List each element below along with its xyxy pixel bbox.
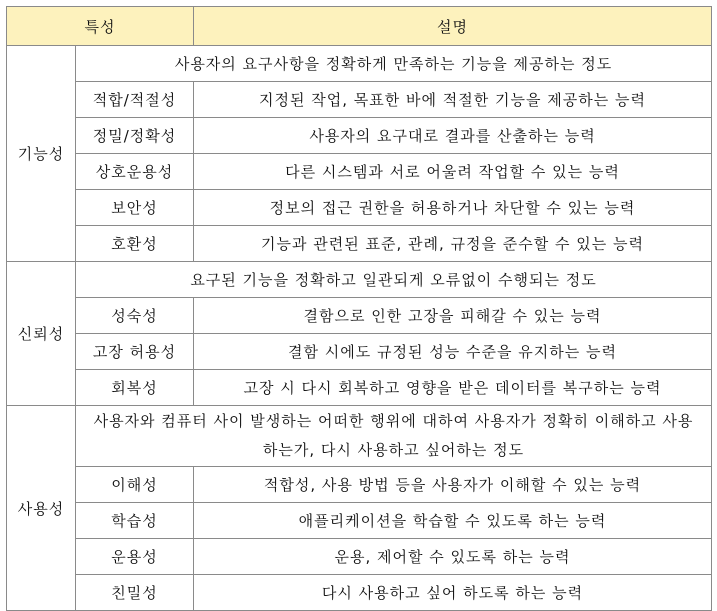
table-row bbox=[7, 82, 712, 118]
sub-characteristic: 친밀성 bbox=[76, 575, 194, 611]
sub-characteristic: 학습성 bbox=[76, 503, 194, 539]
group-name: 기능성 bbox=[7, 46, 76, 262]
table-row bbox=[7, 503, 712, 539]
header-characteristic: 특성 bbox=[7, 7, 194, 46]
group-summary: 사용자와 컴퓨터 사이 발생하는 어떠한 행위에 대하여 사용자가 정확히 이해하고 사용하는가, 다시 사용하고 싶어하는 정도 bbox=[76, 406, 712, 467]
table-row bbox=[7, 298, 712, 334]
sub-description: 지정된 작업, 목표한 바에 적절한 기능을 제공하는 능력 bbox=[194, 82, 712, 118]
table-row bbox=[7, 575, 712, 611]
table-row bbox=[7, 370, 712, 406]
sub-characteristic: 보안성 bbox=[76, 190, 194, 226]
sub-description: 결함으로 인한 고장을 피해갈 수 있는 능력 bbox=[194, 298, 712, 334]
header-row bbox=[7, 7, 712, 46]
table-row bbox=[7, 226, 712, 262]
sub-characteristic: 운용성 bbox=[76, 539, 194, 575]
sub-description: 고장 시 다시 회복하고 영향을 받은 데이터를 복구하는 능력 bbox=[194, 370, 712, 406]
table-row bbox=[7, 467, 712, 503]
sub-description: 정보의 접근 권한을 허용하거나 차단할 수 있는 능력 bbox=[194, 190, 712, 226]
sub-description: 다른 시스템과 서로 어울려 작업할 수 있는 능력 bbox=[194, 154, 712, 190]
sub-description: 다시 사용하고 싶어 하도록 하는 능력 bbox=[194, 575, 712, 611]
sub-description: 사용자의 요구대로 결과를 산출하는 능력 bbox=[194, 118, 712, 154]
sub-characteristic: 고장 허용성 bbox=[76, 334, 194, 370]
sub-characteristic: 적합/적절성 bbox=[76, 82, 194, 118]
sub-characteristic: 정밀/정확성 bbox=[76, 118, 194, 154]
table-row bbox=[7, 406, 712, 467]
quality-characteristics-table bbox=[6, 6, 712, 611]
sub-description: 결함 시에도 규정된 성능 수준을 유지하는 능력 bbox=[194, 334, 712, 370]
sub-description: 적합성, 사용 방법 등을 사용자가 이해할 수 있는 능력 bbox=[194, 467, 712, 503]
sub-characteristic: 상호운용성 bbox=[76, 154, 194, 190]
group-name: 사용성 bbox=[7, 406, 76, 611]
sub-description: 운용, 제어할 수 있도록 하는 능력 bbox=[194, 539, 712, 575]
table-row bbox=[7, 46, 712, 82]
sub-characteristic: 이해성 bbox=[76, 467, 194, 503]
sub-description: 애플리케이션을 학습할 수 있도록 하는 능력 bbox=[194, 503, 712, 539]
group-summary: 사용자의 요구사항을 정확하게 만족하는 기능을 제공하는 정도 bbox=[76, 46, 712, 82]
group-summary: 요구된 기능을 정확하고 일관되게 오류없이 수행되는 정도 bbox=[76, 262, 712, 298]
sub-characteristic: 호환성 bbox=[76, 226, 194, 262]
sub-characteristic: 성숙성 bbox=[76, 298, 194, 334]
table-row bbox=[7, 539, 712, 575]
sub-characteristic: 회복성 bbox=[76, 370, 194, 406]
table-row bbox=[7, 118, 712, 154]
header-description: 설명 bbox=[194, 7, 712, 46]
table-row bbox=[7, 154, 712, 190]
table-row bbox=[7, 190, 712, 226]
sub-description: 기능과 관련된 표준, 관례, 규정을 준수할 수 있는 능력 bbox=[194, 226, 712, 262]
group-name: 신뢰성 bbox=[7, 262, 76, 406]
table-row bbox=[7, 334, 712, 370]
table-row bbox=[7, 262, 712, 298]
